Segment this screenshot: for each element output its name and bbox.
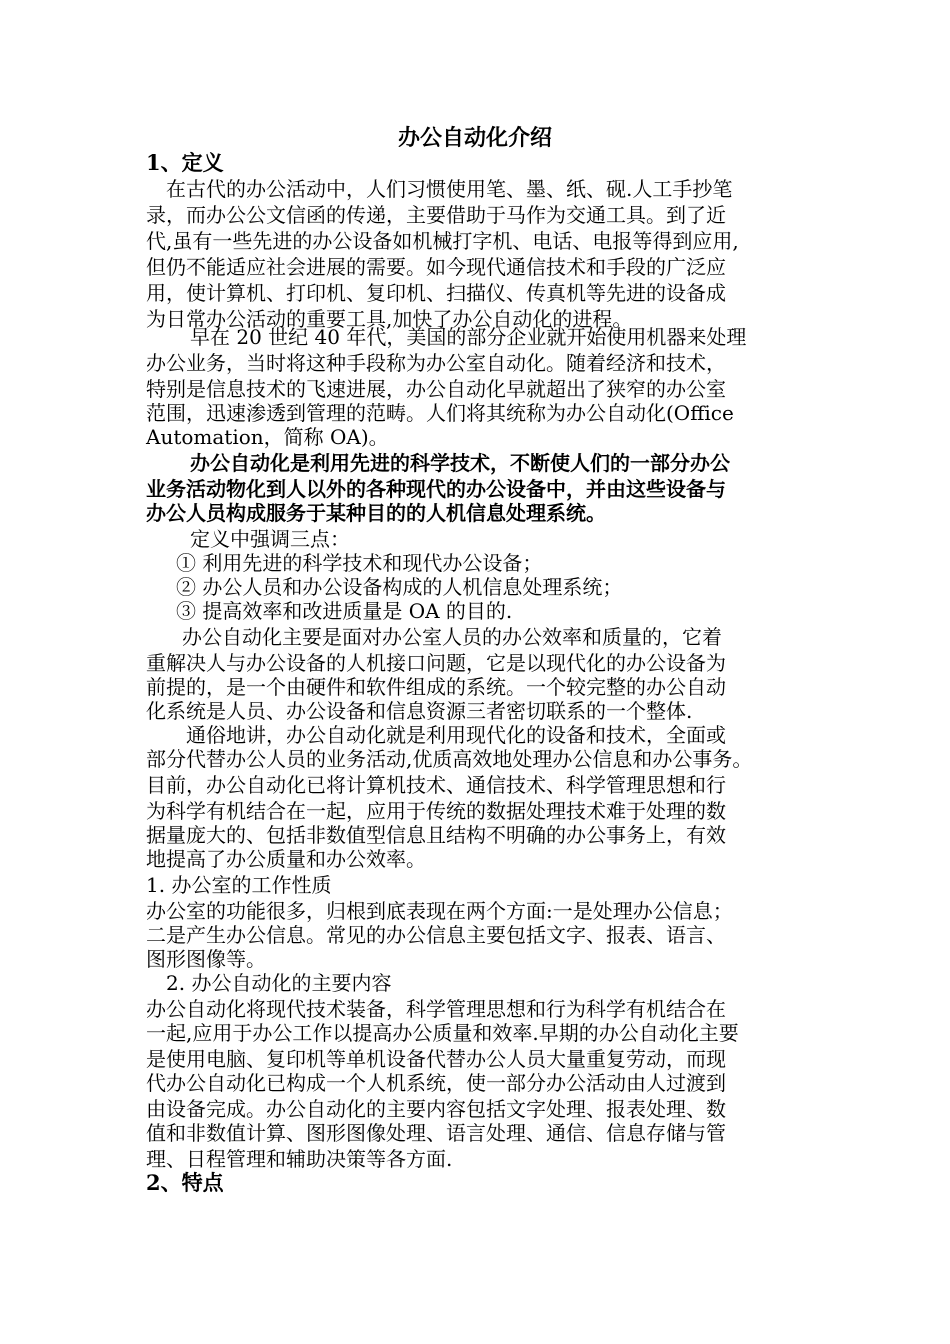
paragraph-line: 代办公自动化已构成一个人机系统，使一部分办公活动由人过渡到	[146, 1071, 726, 1095]
paragraph-line: 用，使计算机、打印机、复印机、扫描仪、传真机等先进的设备成	[146, 281, 726, 305]
paragraph-line: 办公自动化将现代技术装备，科学管理思想和行为科学有机结合在	[146, 997, 726, 1021]
paragraph-line: 办公室的功能很多，归根到底表现在两个方面:一是处理办公信息；	[146, 899, 733, 923]
document-title: 办公自动化介绍	[397, 125, 552, 151]
paragraph-line: 地提高了办公质量和办公效率。	[146, 847, 426, 871]
paragraph-line: 一起,应用于办公工作以提高办公质量和效率.早期的办公自动化主要	[146, 1021, 739, 1045]
emphasis-point: ③ 提高效率和改进质量是 OA 的目的.	[176, 599, 513, 623]
paragraph-line: 图形图像等。	[146, 947, 266, 971]
emphasis-point: ① 利用先进的科学技术和现代办公设备；	[176, 551, 543, 575]
definition-bold-line: 业务活动物化到人以外的各种现代的办公设备中，并由这些设备与	[146, 477, 726, 501]
paragraph-line: 重解决人与办公设备的人机接口问题，它是以现代化的办公设备为	[146, 651, 726, 675]
emphasis-point: ② 办公人员和办公设备构成的人机信息处理系统；	[176, 575, 623, 599]
subheading-office-nature: 1. 办公室的工作性质	[146, 873, 332, 897]
paragraph-line: 目前，办公自动化已将计算机技术、通信技术、科学管理思想和行	[146, 773, 726, 797]
paragraph-line: 化系统是人员、办公设备和信息资源三者密切联系的一个整体.	[146, 699, 693, 723]
paragraph-line: 是使用电脑、复印机等单机设备代替办公人员大量重复劳动，而现	[146, 1047, 726, 1071]
section-heading-features: 2、特点	[146, 1170, 224, 1195]
paragraph-line: 代,虽有一些先进的办公设备如机械打字机、电话、电报等得到应用,	[146, 229, 739, 253]
subheading-main-content: 2. 办公自动化的主要内容	[166, 971, 392, 995]
paragraph-line: 为科学有机结合在一起，应用于传统的数据处理技术难于处理的数	[146, 799, 726, 823]
paragraph-line: 据量庞大的、包括非数值型信息且结构不明确的办公事务上，有效	[146, 823, 726, 847]
paragraph-line: 在古代的办公活动中，人们习惯使用笔、墨、纸、砚.人工手抄笔	[166, 177, 733, 201]
paragraph-line: 录，而办公公文信函的传递，主要借助于马作为交通工具。到了近	[146, 203, 726, 227]
paragraph-line: 部分代替办公人员的业务活动,优质高效地处理办公信息和办公事务。	[146, 747, 753, 771]
paragraph-line: 值和非数值计算、图形图像处理、语言处理、通信、信息存储与管	[146, 1121, 726, 1145]
paragraph-line: 办公业务，当时将这种手段称为办公室自动化。随着经济和技术，	[146, 351, 726, 375]
paragraph-line: 通俗地讲，办公自动化就是利用现代化的设备和技术，全面或	[186, 723, 726, 747]
paragraph-line: 前提的，是一个由硬件和软件组成的系统。一个较完整的办公自动	[146, 675, 726, 699]
definition-bold-line: 办公人员构成服务于某种目的的人机信息处理系统。	[146, 501, 606, 525]
emphasis-intro: 定义中强调三点：	[190, 527, 350, 551]
definition-bold-line: 办公自动化是利用先进的科学技术，不断使人们的一部分办公	[190, 451, 730, 475]
paragraph-line: 但仍不能适应社会进展的需要。如今现代通信技术和手段的广泛应	[146, 255, 726, 279]
paragraph-line: 早在 20 世纪 40 年代，美国的部分企业就开始使用机器来处理	[190, 325, 747, 349]
paragraph-line: 由设备完成。办公自动化的主要内容包括文字处理、报表处理、数	[146, 1097, 726, 1121]
paragraph-line: 办公自动化主要是面对办公室人员的办公效率和质量的，它着	[182, 625, 722, 649]
paragraph-line: 二是产生办公信息。常见的办公信息主要包括文字、报表、语言、	[146, 923, 726, 947]
paragraph-line: Automation，简称 OA)。	[146, 425, 389, 449]
paragraph-line: 范围，迅速渗透到管理的范畴。人们将其统称为办公自动化(Office	[146, 401, 734, 425]
section-heading-definition: 1、定义	[146, 150, 224, 175]
paragraph-line: 特别是信息技术的飞速进展，办公自动化早就超出了狭窄的办公室	[146, 377, 726, 401]
paragraph-line: 理、日程管理和辅助决策等各方面.	[146, 1147, 453, 1171]
paragraph-line: 为日常办公活动的重要工具,加快了办公自动化的进程。	[146, 307, 633, 331]
